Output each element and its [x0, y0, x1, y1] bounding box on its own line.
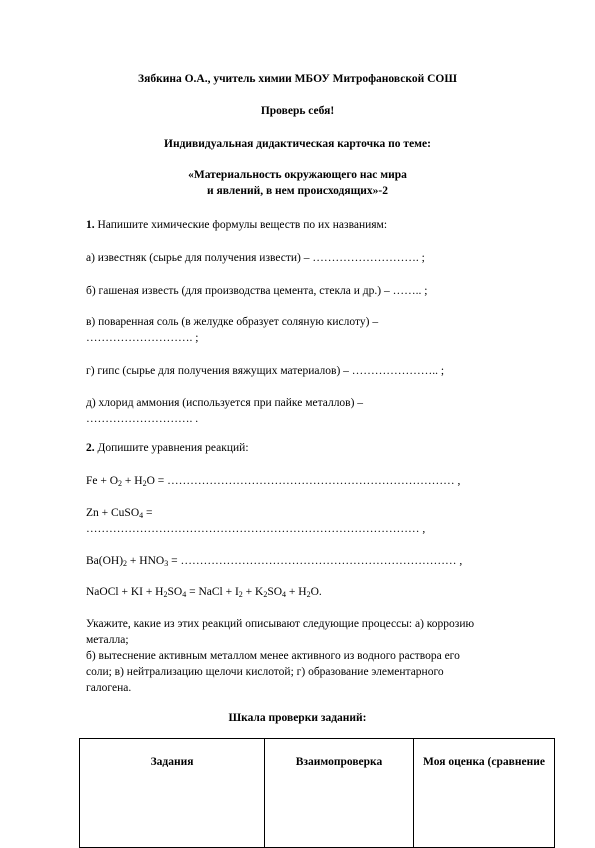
question-line: металла; [86, 634, 129, 646]
task1-item: г) гипс (сырье для получения вяжущих материалов) – ………………….. ; [86, 365, 445, 377]
task1-prompt [86, 218, 387, 232]
task1-item-continuation: ………………………. . [86, 413, 199, 425]
table-header-cell: Взаимопроверка [265, 739, 414, 848]
task1-item: а) известняк (сырье для получения извести) – ………………………. ; [86, 252, 425, 264]
scale-title: Шкала проверки заданий: [228, 712, 367, 724]
topic-line-1: «Материальность окружающего нас мира [188, 169, 407, 181]
task2-prompt-text: Допишите уравнения реакций: [97, 442, 249, 454]
task2-prompt [86, 441, 249, 455]
table-header-cell: Моя оценка (сравнение [414, 739, 555, 848]
grading-table [79, 738, 555, 848]
task1-item: в) поваренная соль (в желудке образует соляную кислоту) – [86, 316, 379, 328]
task2-number: 2. [86, 442, 95, 454]
equation-2: Zn + CuSO$_4$ = [86, 507, 153, 520]
question-line: соли; в) нейтрализацию щелочи кислотой; г) образование элементарного [86, 666, 444, 678]
task1-prompt-text: Напишите химические формулы веществ по их названиям: [97, 219, 388, 231]
equation-3: $Ba(OH)_2 + HNO_3$ = ……………………………………………………………… , [86, 555, 463, 568]
topic-line-2: и явлений, в нем происходящих»-2 [206, 185, 389, 197]
table-row [80, 739, 555, 848]
question-line: Укажите, какие из этих реакций описывают следующие процессы: а) коррозию [86, 618, 475, 630]
author-line: Зябкина О.А., учитель химии МБОУ Митрофановской СОШ [138, 73, 457, 85]
equation-4: NaOCl + KI + $H_2SO_4$ = NaCl + $I_2 + K_2SO_4 + H_2O$. [86, 586, 322, 599]
equation-2-blank: …………………………………………………………………………… , [86, 523, 426, 535]
check-heading: Проверь себя! [260, 105, 335, 117]
task1-item: д) хлорид аммония (используется при пайке металлов) – [86, 397, 364, 409]
task1-item: б) гашеная известь (для производства цемента, стекла и др.) – …….. ; [86, 285, 428, 297]
equation-1: $Fe + O_2 + H_2O$ = ………………………………………………………………… , [86, 475, 461, 488]
task1-number: 1. [86, 219, 95, 231]
card-title: Индивидуальная дидактическая карточка по теме: [164, 138, 431, 150]
question-line: б) вытеснение активным металлом менее активного из водного раствора его [86, 650, 460, 662]
task1-item-continuation: ………………………. ; [86, 332, 199, 344]
question-line: галогена. [86, 682, 132, 694]
table-header-cell: Задания [80, 739, 265, 848]
